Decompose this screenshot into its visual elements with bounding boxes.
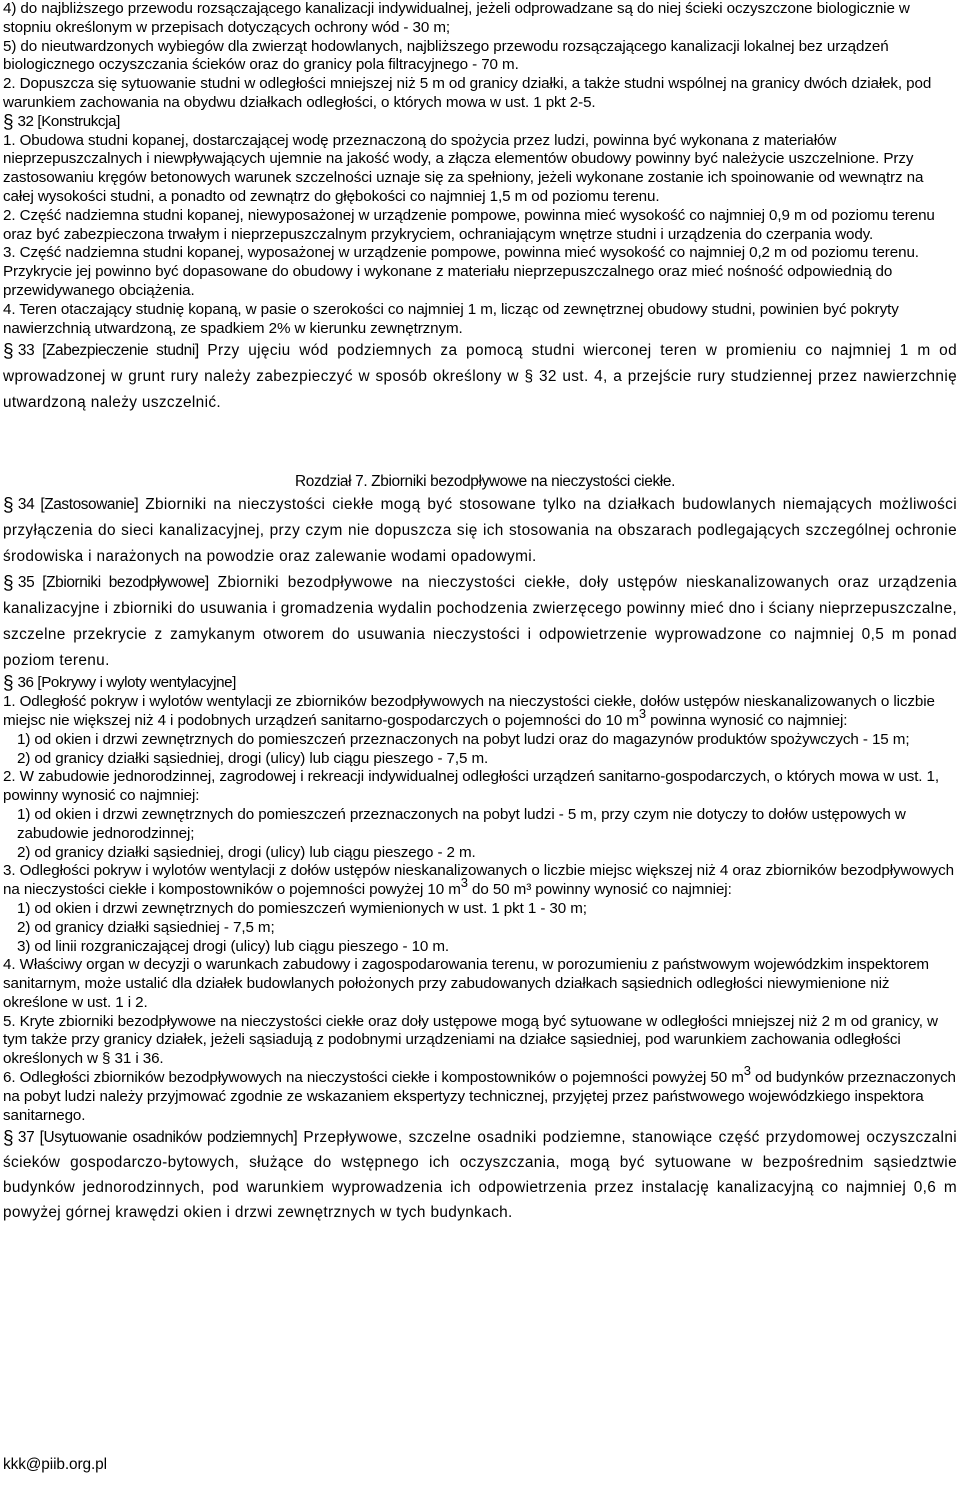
section-title: 35 [Zbiorniki bezodpływowe] (17, 574, 209, 592)
paragraph-text: 1. Odległość pokryw i wylotów wentylacji ze zbiorników bezodpływowych na nieczystości ciekłe, dołów ustępów nieskanalizowanych o liczbie miejsc nie większej niż 4 i podobnych urządzeń sanitarno-gospodarczych o pojemności do 10 m (3, 693, 935, 729)
section-title: 34 [Zastosowanie] (17, 496, 139, 514)
paragraph (3, 75, 957, 113)
section-symbol: § (3, 495, 14, 517)
paragraph-text: 4) do najbliższego przewodu rozsączającego kanalizacji indywidualnej, jeżeli odprowadzane są do niej ścieki oczyszczone biologicznie w stopniu określonym w przepisach dotyczących ochrony wód - 30 m; (3, 0, 910, 36)
superscript: 3 (460, 875, 468, 891)
paragraph (3, 207, 957, 245)
section-title: 32 [Konstrukcja] (17, 112, 120, 130)
paragraph-text-continued: do 50 m³ powinny wynosić co najmniej: (467, 881, 732, 899)
section-paragraph (3, 570, 957, 674)
paragraph-text: 3) od linii rozgraniczającej drogi (ulicy) lub ciągu pieszego - 10 m. (17, 937, 450, 955)
section-title: 33 [Zabezpieczenie studni] (17, 342, 199, 360)
paragraph-text-continued: od budynków przeznaczonych na pobyt ludzi należy przyjmować zgodnie ze wskazaniem ekspertyzy technicznej, przyjętej przez państwowego wojewódzkiego inspektora sanitarnego. (3, 1069, 956, 1124)
list-item (3, 844, 957, 863)
list-item (3, 900, 957, 919)
paragraph-text: 2. W zabudowie jednorodzinnej, zagrodowej i rekreacji indywidualnej odległości urządzeń sanitarno-gospodarczych, o których mowa w ust. 1, powinny wynosić co najmniej: (3, 768, 940, 805)
paragraph (3, 1063, 957, 1125)
paragraph-text: 1. Obudowa studni kopanej, dostarczającej wodę przeznaczoną do spożycia przez ludzi, powinna być wykonana z materiałów nieprzepuszczalnych i niewpływających ujemnie na jakość wody, a złącza elementów obudowy powinny być należycie uszczelnione. Przy zastosowaniu kręgów betonowych warunek szczelności uznaje się za spełniony, jeżeli wykonane zostanie ich spoinowanie od wewnątrz na całej wysokości studni, a ponadto od zewnątrz do głębokości co najmniej 1,5 m od poziomu terenu. (3, 131, 924, 205)
list-item (3, 731, 957, 750)
paragraph (3, 301, 957, 339)
section-text: Zbiorniki na nieczystości ciekłe mogą być stosowane tylko na działkach budowlanych niemających możliwości przyłączenia do sieci kanalizacyjnej, przy czym nie dopuszcza się ich stosowania na obszarach podlegających szczególnej ochronie środowiska i narażonych na powodzie oraz zalewanie wodami opadowymi. (3, 496, 957, 566)
paragraph-text-continued: powinna wynosić co najmniej: (646, 711, 848, 729)
paragraph-text: 2) od granicy działki sąsiedniej, drogi (ulicy) lub ciągu pieszego - 2 m. (17, 843, 476, 861)
paragraph (3, 862, 957, 900)
paragraph-text: 3. Część nadziemna studni kopanej, wyposażonej w urządzenie pompowe, powinna mieć wysokość co najmniej 0,2 m od poziomu terenu. Przykrycie jej powinno być dopasowane do obudowy i wykonane z materiału nieprzepuszczalnego oraz mieć nośność odpowiednią do przewidywanego obciążenia. (3, 244, 919, 299)
list-item (3, 806, 957, 844)
section-symbol: § (3, 1128, 14, 1150)
section-title: 36 [Pokrywy i wyloty wentylacyjne] (17, 674, 236, 692)
paragraph-text: 1) od okien i drzwi zewnętrznych do pomieszczeń przeznaczonych na pobyt ludzi - 5 m, przy czym nie dotyczy to dołów ustępowych w zabudowie jednorodzinnej; (17, 805, 906, 842)
paragraph (3, 38, 957, 76)
section-symbol: § (3, 673, 14, 695)
superscript: 3 (743, 1063, 751, 1079)
paragraph-text: 3. Odległości pokryw i wylotów wentylacji z dołów ustępów nieskanalizowanych o liczbie miejsc większej niż 4 oraz zbiorników bezodpływowych na nieczystości ciekłe i kompostowników o pojemności powyżej 10 m (3, 862, 954, 899)
section-paragraph (3, 338, 957, 416)
paragraph-text: 5. Kryte zbiorniki bezodpływowe na nieczystości ciekłe oraz doły ustępowe mogą być sytuowane w odległości mniejszej niż 2 m od granicy, w tym także przy granicy działek, jeżeli sąsiadują z podobnymi urządzeniami na działce sąsiedniej, pod warunkiem zachowania odległości określonych w § 31 i 36. (3, 1012, 938, 1068)
section-symbol: § (3, 341, 14, 363)
paragraph-text: 4. Właściwy organ w decyzji o warunkach zabudowy i zagospodarowania terenu, w porozumieniu z państwowym wojewódzkim inspektorem sanitarnym, może ustalić dla działek budowlanych położonych przy zabudowanych działkach sąsiednich odległości niewymienione niż określone w ust. 1 i 2. (3, 956, 929, 1011)
section-paragraph (3, 1125, 957, 1225)
paragraph-text: 6. Odległości zbiorników bezodpływowych na nieczystości ciekłe i kompostowników o pojemności powyżej 50 m (3, 1069, 744, 1087)
chapter-heading: Rozdział 7. Zbiorniki bezodpływowe na nieczystości ciekłe. (294, 473, 676, 491)
section-paragraph (3, 492, 957, 570)
list-item (3, 919, 957, 938)
paragraph (3, 768, 957, 806)
section-text: Przepływowe, szczelne osadniki podziemne, stanowiące część przydomowej oczyszczalni ścieków gospodarczo-bytowych, służące do wstępnego ich oczyszczania, mogą być sytuowane w bezpośrednim sąsiedztwie budynków jednorodzinnych, pod warunkiem wyprowadzenia ich odpowietrzenia przez instalację kanalizacyjną co najmniej 0,6 m powyżej górnej krawędzi okien i drzwi zewnętrznych w tych budynkach. (3, 1129, 957, 1222)
section-heading (3, 113, 957, 132)
section-text: Przy ujęciu wód podziemnych za pomocą studni wierconej teren w promieniu co najmniej 1 m od wprowadzonej w grunt rury należy zabezpieczyć w sposób określony w § 32 ust. 4, a przejście rury studziennej przez nawierzchnię utwardzoną należy uszczelnić. (3, 342, 957, 412)
paragraph-text: 2) od granicy działki sąsiedniej - 7,5 m; (17, 918, 275, 936)
section-gap (3, 416, 957, 472)
paragraph (3, 132, 957, 207)
section-heading (3, 674, 957, 693)
paragraph-text: 4. Teren otaczający studnię kopaną, w pasie o szerokości co najmniej 1 m, licząc od zewnętrznej obudowy studni, powinien być pokryty nawierzchnią utwardzoną, ze spadkiem 2% w kierunku zewnętrznym. (3, 300, 899, 337)
footer-email: kkk@piib.org.pl (3, 1456, 107, 1473)
paragraph-text: 1) od okien i drzwi zewnętrznych do pomieszczeń wymienionych w ust. 1 pkt 1 - 30 m; (17, 899, 587, 917)
paragraph-text: 5) do nieutwardzonych wybiegów dla zwierząt hodowlanych, najbliższego przewodu rozsączającego kanalizacji lokalnej bez urządzeń biologicznego oczyszczania ścieków oraz do granicy pola filtracyjnego - 70 m. (3, 37, 889, 74)
paragraph-text: 1) od okien i drzwi zewnętrznych do pomieszczeń przeznaczonych na pobyt ludzi oraz do magazynów produktów spożywczych - 15 m; (17, 730, 910, 748)
paragraph (3, 1013, 957, 1069)
paragraph-text: 2) od granicy działki sąsiedniej, drogi (ulicy) lub ciągu pieszego - 7,5 m. (17, 749, 489, 767)
paragraph (3, 693, 957, 731)
paragraph (3, 0, 957, 38)
paragraph-text: 2. Dopuszcza się sytuowanie studni w odległości mniejszej niż 5 m od granicy działki, a także studni wspólnej na granicy dwóch działek, pod warunkiem zachowania na obydwu działkach odległości, o których mowa w ust. 1 pkt 2-5. (3, 75, 932, 111)
paragraph-text: 2. Część nadziemna studni kopanej, niewyposażonej w urządzenie pompowe, powinna mieć wysokość co najmniej 0,9 m od poziomu terenu oraz być zabezpieczona trwałym i nieprzepuszczalnym przykryciem, ochraniającym wnętrze studni i urządzenia do czerpania wody. (3, 206, 935, 243)
section-symbol: § (3, 111, 14, 133)
document-page (3, 0, 957, 1225)
superscript: 3 (638, 705, 647, 721)
list-item (3, 938, 957, 957)
paragraph (3, 956, 957, 1012)
section-symbol: § (3, 573, 14, 595)
section-title: 37 [Usytuowanie osadników podziemnych] (17, 1129, 298, 1147)
section-text: Zbiorniki bezodpływowe na nieczystości ciekłe, doły ustępów nieskanalizowanych oraz urządzenia kanalizacyjne i zbiorniki do usuwania i gromadzenia wydalin pochodzenia zwierzęcego powinny mieć dno i ściany nieprzepuszczalne, szczelne przekrycie z zamykanym otworem do usuwania nieczystości i odpowietrzenie wyprowadzone co najmniej 0,5 m ponad poziom terenu. (3, 574, 957, 670)
paragraph (3, 244, 957, 300)
list-item (3, 750, 957, 769)
